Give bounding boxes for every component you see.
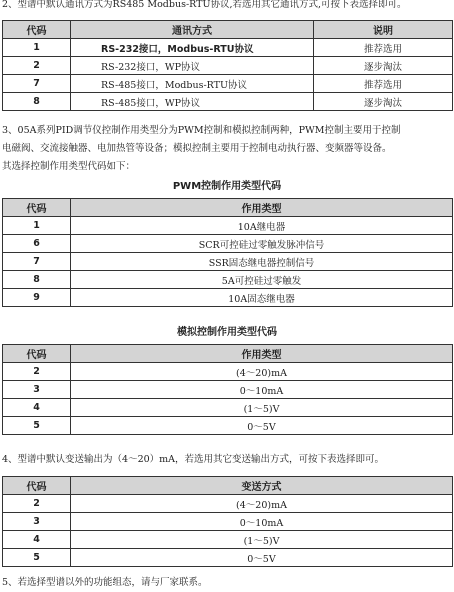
cell-type: 10A继电器 bbox=[71, 217, 453, 235]
table-header-row bbox=[3, 477, 453, 495]
analog-table-title: 模拟控制作用类型代码 bbox=[177, 327, 277, 338]
cell-code: 4 bbox=[3, 399, 71, 417]
comm-table bbox=[2, 20, 453, 111]
header-code: 代码 bbox=[3, 477, 71, 495]
intro-control-line-1: 3、05A系列PID调节仪控制作用类型分为PWM控制和模拟控制两种，PWM控制主要用于控制 bbox=[2, 125, 401, 136]
table-row bbox=[3, 513, 453, 531]
cell-type: (1～5)V bbox=[71, 531, 453, 549]
header-code: 代码 bbox=[3, 345, 71, 363]
cell-note: 推荐选用 bbox=[314, 39, 453, 57]
header-note: 说明 bbox=[314, 21, 453, 39]
header-type: 作用类型 bbox=[71, 345, 453, 363]
table-row bbox=[3, 531, 453, 549]
cell-method: RS-232接口，Modbus-RTU协议 bbox=[71, 39, 314, 57]
header-method: 通讯方式 bbox=[71, 21, 314, 39]
table-row bbox=[3, 363, 453, 381]
cell-code: 5 bbox=[3, 417, 71, 435]
cell-code: 2 bbox=[3, 363, 71, 381]
pwm-table-title: PWM控制作用类型代码 bbox=[172, 181, 282, 192]
table-row bbox=[3, 495, 453, 513]
cell-type: (4～20)mA bbox=[71, 363, 453, 381]
header-transmit-type: 变送方式 bbox=[71, 477, 453, 495]
footer-note: 5、若选择型谱以外的功能组态，请与厂家联系。 bbox=[2, 577, 208, 588]
cell-type: (4～20)mA bbox=[71, 495, 453, 513]
cell-code: 7 bbox=[3, 75, 71, 93]
cell-code: 2 bbox=[3, 495, 71, 513]
cell-note: 推荐选用 bbox=[314, 75, 453, 93]
cell-type: 0～5V bbox=[71, 549, 453, 567]
cell-type: 0～5V bbox=[71, 417, 453, 435]
table-row bbox=[3, 93, 453, 111]
table-row bbox=[3, 235, 453, 253]
cell-code: 6 bbox=[3, 235, 71, 253]
header-code: 代码 bbox=[3, 21, 71, 39]
cell-code: 8 bbox=[3, 271, 71, 289]
cell-code: 5 bbox=[3, 549, 71, 567]
table-row bbox=[3, 289, 453, 307]
cell-code: 9 bbox=[3, 289, 71, 307]
analog-table bbox=[2, 344, 453, 435]
cell-note: 逐步淘汰 bbox=[314, 57, 453, 75]
table-row bbox=[3, 399, 453, 417]
table-header-row bbox=[3, 21, 453, 39]
header-code: 代码 bbox=[3, 199, 71, 217]
cell-code: 3 bbox=[3, 381, 71, 399]
cell-code: 3 bbox=[3, 513, 71, 531]
transmit-table bbox=[2, 476, 453, 567]
cell-method: RS-485接口，Modbus-RTU协议 bbox=[71, 75, 314, 93]
cell-code: 2 bbox=[3, 57, 71, 75]
cell-type: (1～5)V bbox=[71, 399, 453, 417]
cell-type: 5A可控硅过零触发 bbox=[71, 271, 453, 289]
table-row bbox=[3, 253, 453, 271]
table-header-row bbox=[3, 199, 453, 217]
pwm-table bbox=[2, 198, 453, 307]
intro-control-line-2: 电磁阀、交流接触器、电加热管等设备；模拟控制主要用于控制电动执行器、变频器等设备。 bbox=[2, 143, 392, 154]
cell-code: 7 bbox=[3, 253, 71, 271]
cell-type: SSR固态继电器控制信号 bbox=[71, 253, 453, 271]
table-row bbox=[3, 549, 453, 567]
cell-type: 10A固态继电器 bbox=[71, 289, 453, 307]
table-row bbox=[3, 75, 453, 93]
cell-code: 8 bbox=[3, 93, 71, 111]
table-row bbox=[3, 39, 453, 57]
cell-type: 0～10mA bbox=[71, 381, 453, 399]
table-row bbox=[3, 271, 453, 289]
cell-note: 逐步淘汰 bbox=[314, 93, 453, 111]
header-type: 作用类型 bbox=[71, 199, 453, 217]
intro-comm-text: 2、型谱中默认通讯方式为RS485 Modbus-RTU协议,若选用其它通讯方式,可按下表选择即可。 bbox=[2, 0, 407, 10]
table-row bbox=[3, 417, 453, 435]
table-row bbox=[3, 381, 453, 399]
cell-type: 0～10mA bbox=[71, 513, 453, 531]
table-row bbox=[3, 57, 453, 75]
table-row bbox=[3, 217, 453, 235]
intro-transmit-text: 4、型谱中默认变送输出为（4～20）mA，若选用其它变送输出方式，可按下表选择即可。 bbox=[2, 454, 385, 465]
cell-code: 4 bbox=[3, 531, 71, 549]
table-header-row bbox=[3, 345, 453, 363]
cell-method: RS-485接口，WP协议 bbox=[71, 93, 314, 111]
cell-code: 1 bbox=[3, 217, 71, 235]
intro-control-line-3: 其选择控制作用类型代码如下： bbox=[2, 161, 136, 172]
cell-method: RS-232接口，WP协议 bbox=[71, 57, 314, 75]
cell-code: 1 bbox=[3, 39, 71, 57]
cell-type: SCR可控硅过零触发脉冲信号 bbox=[71, 235, 453, 253]
